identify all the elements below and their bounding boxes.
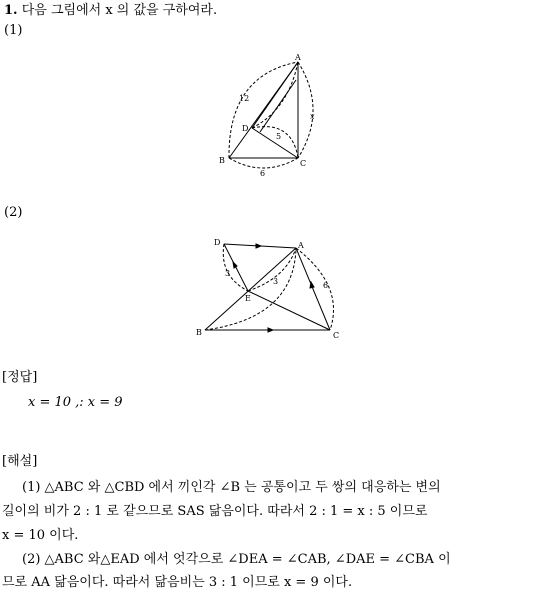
fig1-label-c: C [300, 159, 307, 168]
fig2-label-c: C [333, 331, 340, 340]
part1-label: (1) [4, 23, 23, 38]
fig2-arrow-de [233, 262, 237, 268]
fig1-label-b: B [219, 156, 225, 165]
fig1-label-a: A [295, 53, 301, 62]
fig1-length-bc: 6 [260, 169, 266, 178]
fig2-length-ea: 3 [273, 277, 279, 286]
fig2-length-de: 3 [225, 269, 231, 278]
fig2-length-ac: 6 [323, 281, 329, 290]
fig2-label-a: A [298, 241, 304, 250]
fig1-length-ac: x [310, 112, 315, 121]
fig2-arrow-bc [268, 328, 273, 332]
answer-header: [정답] [2, 370, 38, 385]
fig2-label-b: B [196, 328, 202, 337]
fig2-arrow-da [256, 244, 261, 248]
fig1-length-dc: 5 [276, 132, 282, 141]
part2-label: (2) [4, 205, 23, 220]
fig2-label-e: E [245, 294, 251, 303]
fig2-segment-ec [248, 291, 330, 330]
explanation-header: [해설] [2, 454, 38, 469]
explanation-p2-line2: 므로 AA 닮음이다. 따라서 닮음비는 3 : 1 이므로 x = 9 이다. [2, 575, 353, 590]
fig2-side-de [224, 244, 248, 291]
fig2-arrow-ac [310, 282, 314, 288]
fig2-label-d: D [214, 238, 221, 247]
problem-number: 1. [4, 3, 18, 18]
explanation-p2-line1: (2) △ABC 와△EAD 에서 엇각으로 ∠DEA = ∠CAB, ∠DAE = ∠CBA 이 [22, 552, 451, 567]
answer-line: x = 10 ,: x = 9 [28, 395, 123, 410]
fig1-label-d: D [242, 124, 249, 133]
explanation-p1-line3: x = 10 이다. [2, 528, 79, 543]
fig1-length-ab: 12 [239, 94, 250, 103]
explanation-p1-line1: (1) △ABC 와 △CBD 에서 끼인각 ∠B 는 공통이고 두 쌍의 대응하는 변의 [22, 480, 441, 495]
explanation-p1-line2: 길이의 비가 2 : 1 로 같으므로 SAS 닮음이다. 따라서 2 : 1 = x : 5 이므로 [2, 504, 428, 519]
problem-statement: 다음 그림에서 x 의 값을 구하여라. [21, 3, 218, 18]
